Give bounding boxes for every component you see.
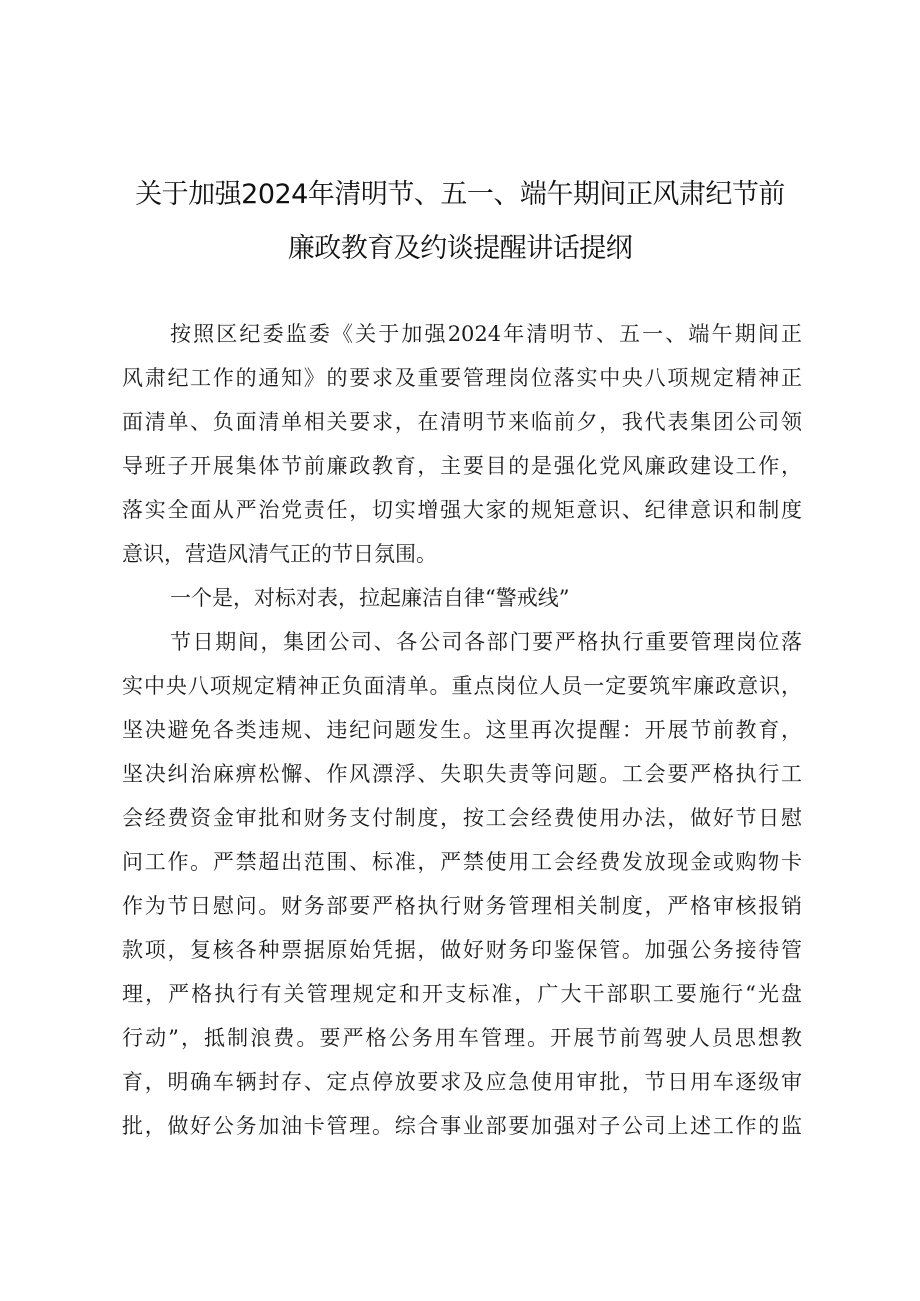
paragraph-line: 面清单、负面清单相关要求，在清明节来临前夕，我代表集团公司领 (122, 410, 802, 434)
document-title-line-1: 关于加强2024年清明节、五一、端午期间正风肃纪节前 (135, 179, 785, 210)
paragraph-line: 导班子开展集体节前廉政教育，主要目的是强化党风廉政建设工作， (122, 454, 802, 478)
paragraph-line: 育，明确车辆封存、定点停放要求及应急使用审批，节日用车逐级审 (122, 1070, 802, 1094)
paragraph-line: 坚决纠治麻痹松懈、作风漂浮、失职失责等问题。工会要严格执行工 (122, 762, 802, 786)
section-heading-text: 一个是，对标对表，拉起廉洁自律“警戒线” (170, 586, 570, 610)
paragraph-line: 风肃纪工作的通知》的要求及重要管理岗位落实中央八项规定精神正 (122, 366, 802, 390)
paragraph-line: 款项，复核各种票据原始凭据，做好财务印鉴保管。加强公务接待管 (122, 938, 802, 962)
paragraph-line: 问工作。严禁超出范围、标准，严禁使用工会经费发放现金或购物卡 (122, 850, 802, 874)
paragraph-line: 实中央八项规定精神正负面清单。重点岗位人员一定要筑牢廉政意识， (122, 674, 802, 698)
paragraph-line: 行动”，抵制浪费。要严格公务用车管理。开展节前驾驶人员思想教 (122, 1026, 802, 1050)
paragraph-line: 落实全面从严治党责任，切实增强大家的规矩意识、纪律意识和制度 (122, 498, 802, 522)
paragraph-line: 坚决避免各类违规、违纪问题发生。这里再次提醒：开展节前教育， (122, 718, 802, 742)
paragraph-line: 按照区纪委监委《关于加强2024年清明节、五一、端午期间正 (170, 322, 802, 346)
paragraph-line: 意识，营造风清气正的节日氛围。 (122, 542, 437, 566)
paragraph-line: 理，严格执行有关管理规定和开支标准，广大干部职工要施行“光盘 (122, 982, 802, 1006)
paragraph-line: 批，做好公务加油卡管理。综合事业部要加强对子公司上述工作的监 (122, 1114, 802, 1138)
paragraph-line: 作为节日慰问。财务部要严格执行财务管理相关制度，严格审核报销 (122, 894, 802, 918)
document-title-line-2: 廉政教育及约谈提醒讲话提纲 (287, 233, 633, 264)
paragraph-line: 节日期间，集团公司、各公司各部门要严格执行重要管理岗位落 (170, 630, 802, 654)
paragraph-line: 会经费资金审批和财务支付制度，按工会经费使用办法，做好节日慰 (122, 806, 802, 830)
